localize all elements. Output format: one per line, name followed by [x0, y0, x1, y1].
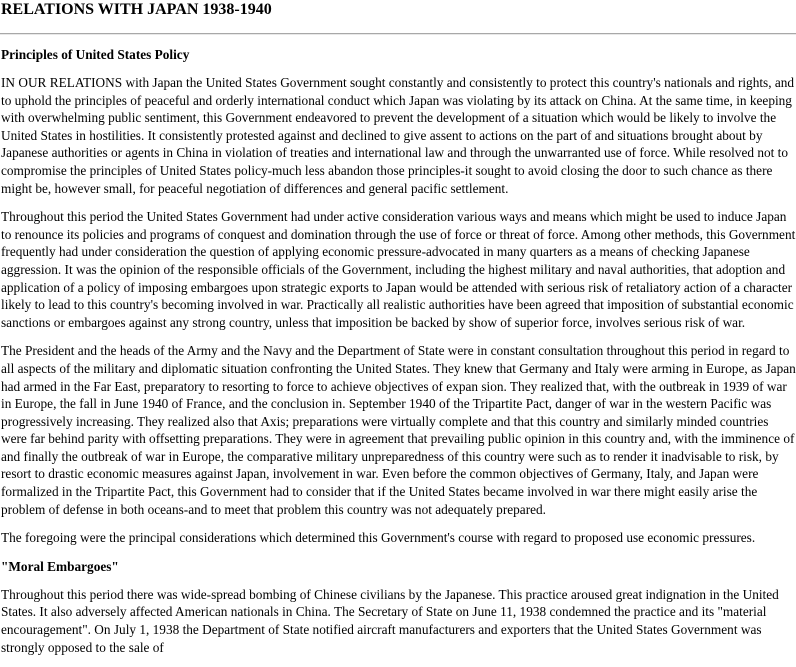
section-heading-moral-embargoes: "Moral Embargoes": [1, 558, 119, 574]
paragraph: Throughout this period the United States Government had under active consideration various ways and means which might be used to induce Japan to renounce its policies and programs of conquest and domination through the use of force or threat of force. Among other methods, this Government frequently had under consideration the question of applying economic pressure-advocated in many quarters as a means of checking Japanese aggression. It was the opinion of the responsible officials of the Government, including the highest military and naval authorities, that adoption and application of a policy of imposing embargoes upon strategic exports to Japan would be attended with serious risk of retaliatory action of a character likely to lead to this country's becoming involved in war. Practically all realistic authorities have been agreed that imposition of substantial economic sanctions or embargoes against any strong country, unless that imposition be backed by show of superior force, involves serious risk of war.: [1, 209, 796, 330]
paragraph: The foregoing were the principal considerations which determined this Government's course with regard to proposed use economic pressures.: [1, 530, 756, 546]
document-body: [1, 46, 796, 667]
page-title: RELATIONS WITH JAPAN 1938-1940: [1, 1, 272, 18]
section-heading-principles: Principles of United States Policy: [1, 47, 190, 62]
paragraph: Throughout this period there was wide-spread bombing of Chinese civilians by the Japanese. This practice aroused great indignation in the United States. It also adversely affected American nationals in China. The Secretary of State on June 11, 1938 condemned the practice and its "material encouragement". On July 1, 1938 the Department of State notified aircraft manufacturers and exporters that the United States Government was strongly opposed to the sale of: [1, 586, 779, 655]
paragraph: The President and the heads of the Army and the Navy and the Department of State were in constant consultation throughout this period in regard to all aspects of the military and diplomatic situation confronting the United States. They knew that Germany and Italy were arming in Europe, as Japan had armed in the Far East, preparatory to resorting to force to achieve objectives of expan sion. They realized that, with the outbreak in 1939 of war in Europe, the fall in June 1940 of France, and the conclusion in. September 1940 of the Tripartite Pact, danger of war in the western Pacific was progressively increasing. They realized also that Axis; preparations were virtually complete and that this country and similarly minded countries were far behind parity with offsetting preparations. They were in agreement that prevailing public opinion in this country and, with the imminence of and finally the outbreak of war in Europe, the comparative military unpreparedness of this country were such as to render it inadvisable to risk, by resort to drastic economic measures against Japan, involvement in war. Even before the common objectives of Germany, Italy, and Japan were formalized in the Tripartite Pact, this Government had to consider that if the United States became involved in war there might easily arise the problem of defense in both oceans-and to meet that problem this country was not adequately prepared.: [1, 343, 796, 517]
paragraph: IN OUR RELATIONS with Japan the United States Government sought constantly and consistently to protect this country's nationals and rights, and to uphold the principles of peaceful and orderly international conduct which Japan was violating by its attack on China. At the same time, in keeping with overwhelming public sentiment, this Government endeavored to prevent the development of a situation which would be likely to involve the United States in hostilities. It consistently protested against and declined to give assent to actions on the part of and situations brought about by Japanese authorities or agents in China in violation of treaties and international law and through the unwarranted use of force. While resolved not to compromise the principles of United States policy-much less abandon those principles-it sought to avoid closing the door to such chance as there might be, however small, for peaceful negotiation of differences and general pacific settlement.: [1, 75, 795, 196]
title-divider: [0, 33, 796, 35]
